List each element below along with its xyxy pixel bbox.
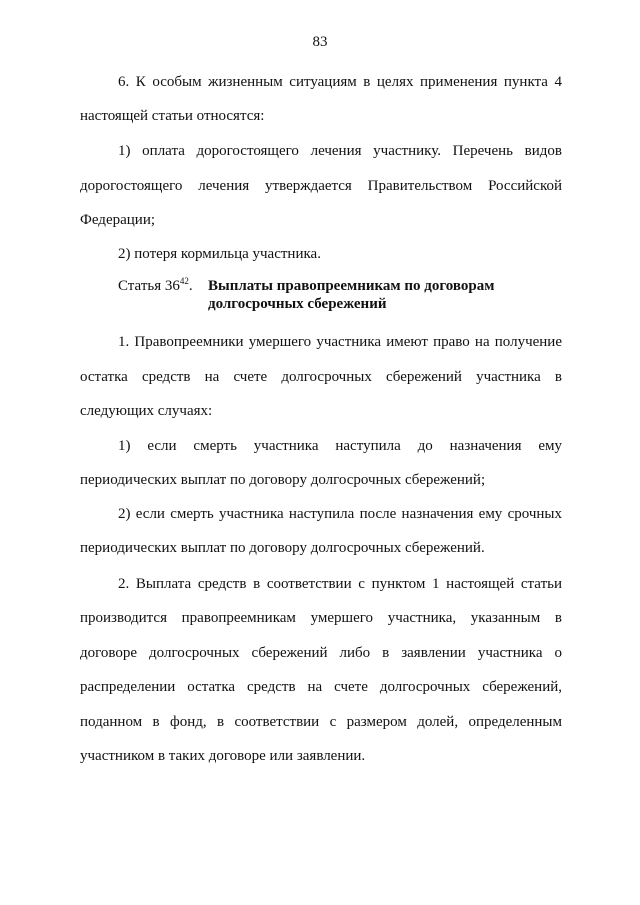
clause-1-line-2: остатка средств на счете долгосрочных сбережений участника в	[80, 369, 562, 385]
item-6-1-line-1: 1) оплата дорогостоящего лечения участнику. Перечень видов	[118, 143, 562, 159]
item-6-1-line-2: дорогостоящего лечения утверждается Правительством Российской	[80, 178, 562, 194]
clause-2-line-3: договоре долгосрочных сбережений либо в заявлении участника о	[80, 645, 562, 661]
article-label: Статья $36^{42}$.	[118, 276, 193, 294]
clause-1-2-line-1: 2) если смерть участника наступила после назначения ему срочных	[118, 506, 562, 522]
clause-2-line-5: поданном в фонд, в соответствии с размером долей, определенным	[80, 714, 562, 730]
paragraph-6-line-1: 6. К особым жизненным ситуациям в целях применения пункта 4	[118, 74, 562, 90]
item-6-2-line-1: 2) потеря кормильца участника.	[118, 246, 321, 262]
clause-1-2-line-2: периодических выплат по договору долгосрочных сбережений.	[80, 540, 485, 556]
item-6-1-line-3: Федерации;	[80, 212, 156, 228]
page-number: 83	[312, 34, 328, 50]
clause-2-line-4: распределении остатка средств на счете долгосрочных сбережений,	[80, 679, 562, 695]
clause-1-1-line-2: периодических выплат по договору долгосрочных сбережений;	[80, 472, 486, 488]
clause-1-1-line-1: 1) если смерть участника наступила до назначения ему	[118, 438, 562, 454]
clause-2-line-2: производится правопреемникам умершего участника, указанным в	[80, 610, 562, 626]
article-title	[208, 277, 495, 313]
paragraph-6-line-2: настоящей статьи относятся:	[80, 108, 265, 124]
article-title-line-1: Выплаты правопреемникам по договорам	[208, 278, 495, 294]
clause-2-line-6: участником в таких договоре или заявлении.	[80, 748, 366, 764]
clause-1-line-3: следующих случаях:	[80, 403, 213, 419]
clause-2-line-1: 2. Выплата средств в соответствии с пунктом 1 настоящей статьи	[118, 576, 562, 592]
article-title-line-2: долгосрочных сбережений	[208, 296, 387, 312]
clause-1-line-1: 1. Правопреемники умершего участника имеют право на получение	[118, 334, 562, 350]
article-superscript: 42	[179, 276, 189, 286]
